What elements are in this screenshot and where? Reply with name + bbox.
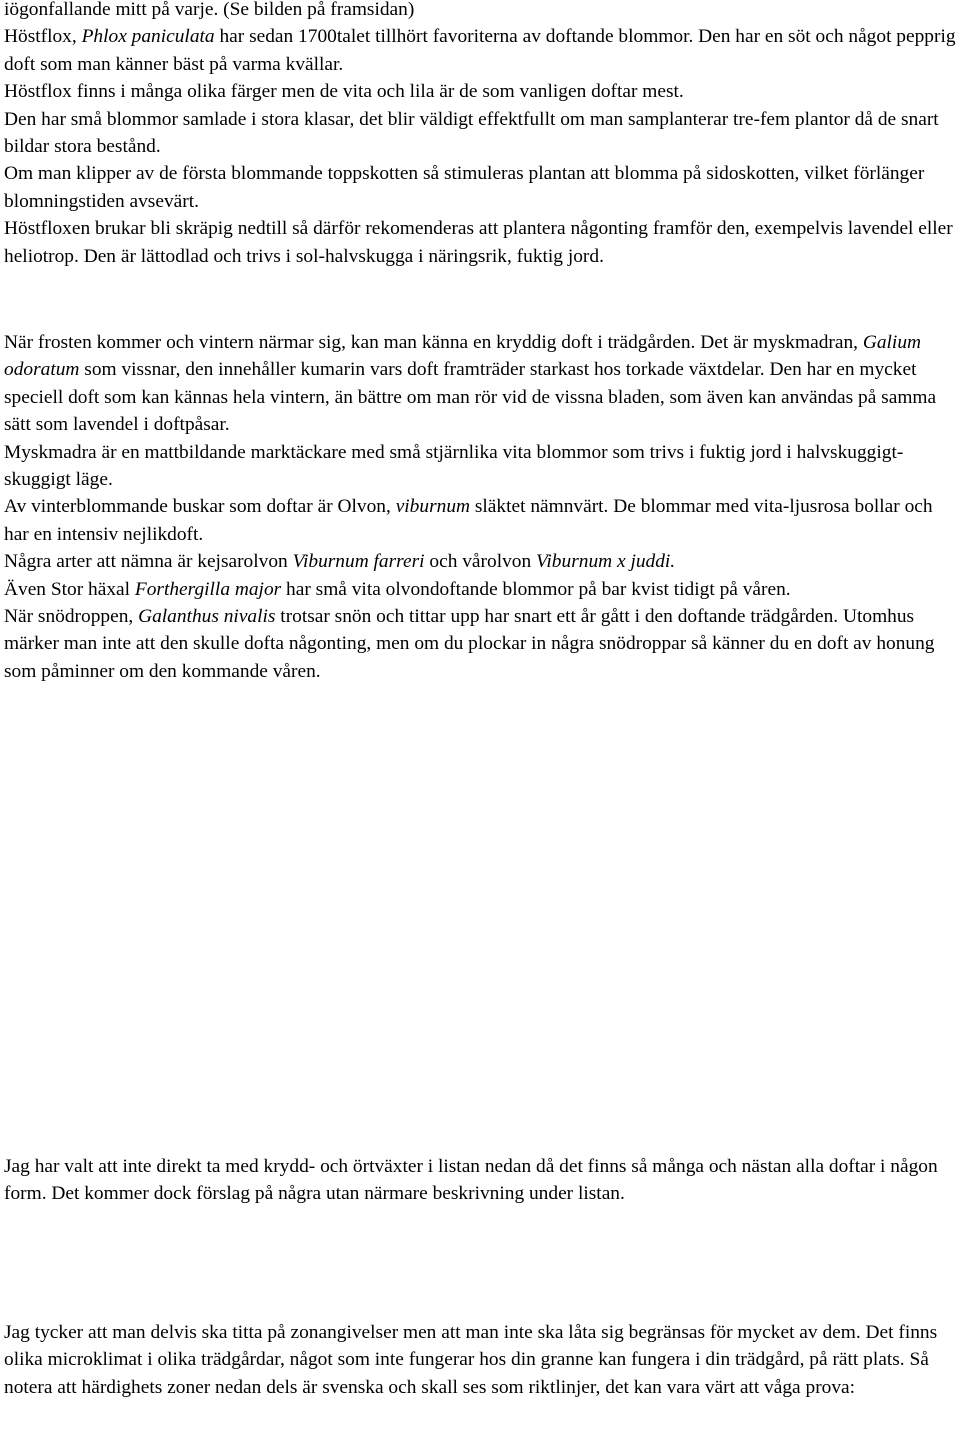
latin-name: Viburnum x juddi. <box>536 551 676 573</box>
latin-name: Viburnum farreri <box>292 551 425 573</box>
paragraph-phlox <box>4 23 958 78</box>
text: släktet nämnvärt. De blommar med vita-ljusrosa bollar och har en intensiv nejlikdoft. <box>4 496 933 545</box>
text: Av vinterblommande buskar som doftar är Olvon, <box>4 496 396 518</box>
paragraph-planting <box>4 215 958 270</box>
text: Om man klipper av de första blommande toppskotten så stimuleras plantan att blomma på sidoskotten, vilket förlänger blomningstiden avsevärt. <box>4 163 925 212</box>
latin-name: Phlox paniculata <box>81 26 215 48</box>
text: Jag tycker att man delvis ska titta på zonangivelser men att man inte ska låta sig begränsas för mycket av dem. Det finns olika microklimat i olika trädgårdar, något som inte fungerar hos din granne kan fungera i din trädgård, på rätt plats. Så notera att härdighets zoner nedan dels är svenska och skall ses som riktlinjer, det kan vara värt att våga prova: <box>4 1322 938 1398</box>
latin-name: viburnum <box>395 496 471 518</box>
paragraph-colors <box>4 78 958 105</box>
latin-name: Galanthus nivalis <box>138 606 276 628</box>
paragraph-herbs <box>4 1153 958 1208</box>
latin-name: Galium odoratum <box>4 332 922 381</box>
text: Höstflox finns i många olika färger men de vita och lila är de som vanligen doftar mest. <box>4 81 684 103</box>
section-winter-scents <box>4 329 958 685</box>
latin-name: Forthergilla major <box>134 578 282 600</box>
paragraph-flowers <box>4 106 958 161</box>
text: Jag har valt att inte direkt ta med krydd- och örtväxter i listan nedan då det finns så många och nästan alla doftar i någon form. Det kommer dock förslag på några utan närmare beskrivning under listan. <box>4 1156 938 1205</box>
paragraph-olvon <box>4 493 958 548</box>
text: Höstflox, <box>4 26 82 48</box>
paragraph-snodroppe <box>4 603 958 685</box>
text: Även Stor häxal <box>4 578 135 600</box>
text: och vårolvon <box>424 551 537 573</box>
text: trotsar snön och tittar upp har snart ett år gått i den doftande trädgården. Utomhus märker man inte att den skulle dofta någonting, men om du plockar in några snödroppar så känner du en doft av honung som påminner om den kommande våren. <box>4 606 935 682</box>
text: som vissnar, den innehåller kumarin vars doft framträder starkast hos torkade växtdelar. Den har en mycket speciell doft som kan kännas hela vintern, än bättre om man rör vid de vissna bladen, som även kan användas på samma sätt som lavendel i doftpåsar. <box>4 359 937 436</box>
text: Höstfloxen brukar bli skräpig nedtill så därför rekomenderas att plantera någonting framför den, exempelvis lavendel eller heliotrop. Den är lättodlad och trivs i sol-halvskugga i näringsrik, fuktig jord. <box>4 218 953 267</box>
text: Myskmadra är en mattbildande marktäckare med små stjärnlika vita blommor som trivs i fuktig jord i halvskuggigt-skuggigt läge. <box>4 441 904 491</box>
section-herbs-note <box>4 1153 958 1208</box>
text: Den har små blommor samlade i stora klasar, det blir väldigt effektfullt om man samplanterar tre-fem plantor då de snart bildar stora bestånd. <box>4 108 939 158</box>
paragraph-pruning <box>4 160 958 215</box>
paragraph-myskmadra-growth <box>4 439 958 494</box>
text: När snödroppen, <box>4 606 139 628</box>
paragraph-viburnum-species <box>4 548 958 575</box>
paragraph-intro-line <box>4 0 958 23</box>
text: Några arter att nämna är kejsarolvon <box>4 551 293 573</box>
section-hostflox <box>4 0 958 270</box>
paragraph-zones <box>4 1319 958 1401</box>
text: iögonfallande mitt på varje. (Se bilden på framsidan) <box>4 0 415 20</box>
text: har sedan 1700talet tillhört favoriterna av doftande blommor. Den har en söt och något pepprig doft som man känner bäst på varma kvällar. <box>4 26 956 75</box>
text: När frosten kommer och vintern närmar sig, kan man känna en kryddig doft i trädgården. Det är myskmadran, <box>4 332 863 353</box>
paragraph-haxal <box>4 576 958 603</box>
paragraph-myskmadra <box>4 329 958 439</box>
section-zones-note <box>4 1319 958 1401</box>
text: har små vita olvondoftande blommor på bar kvist tidigt på våren. <box>281 578 791 600</box>
